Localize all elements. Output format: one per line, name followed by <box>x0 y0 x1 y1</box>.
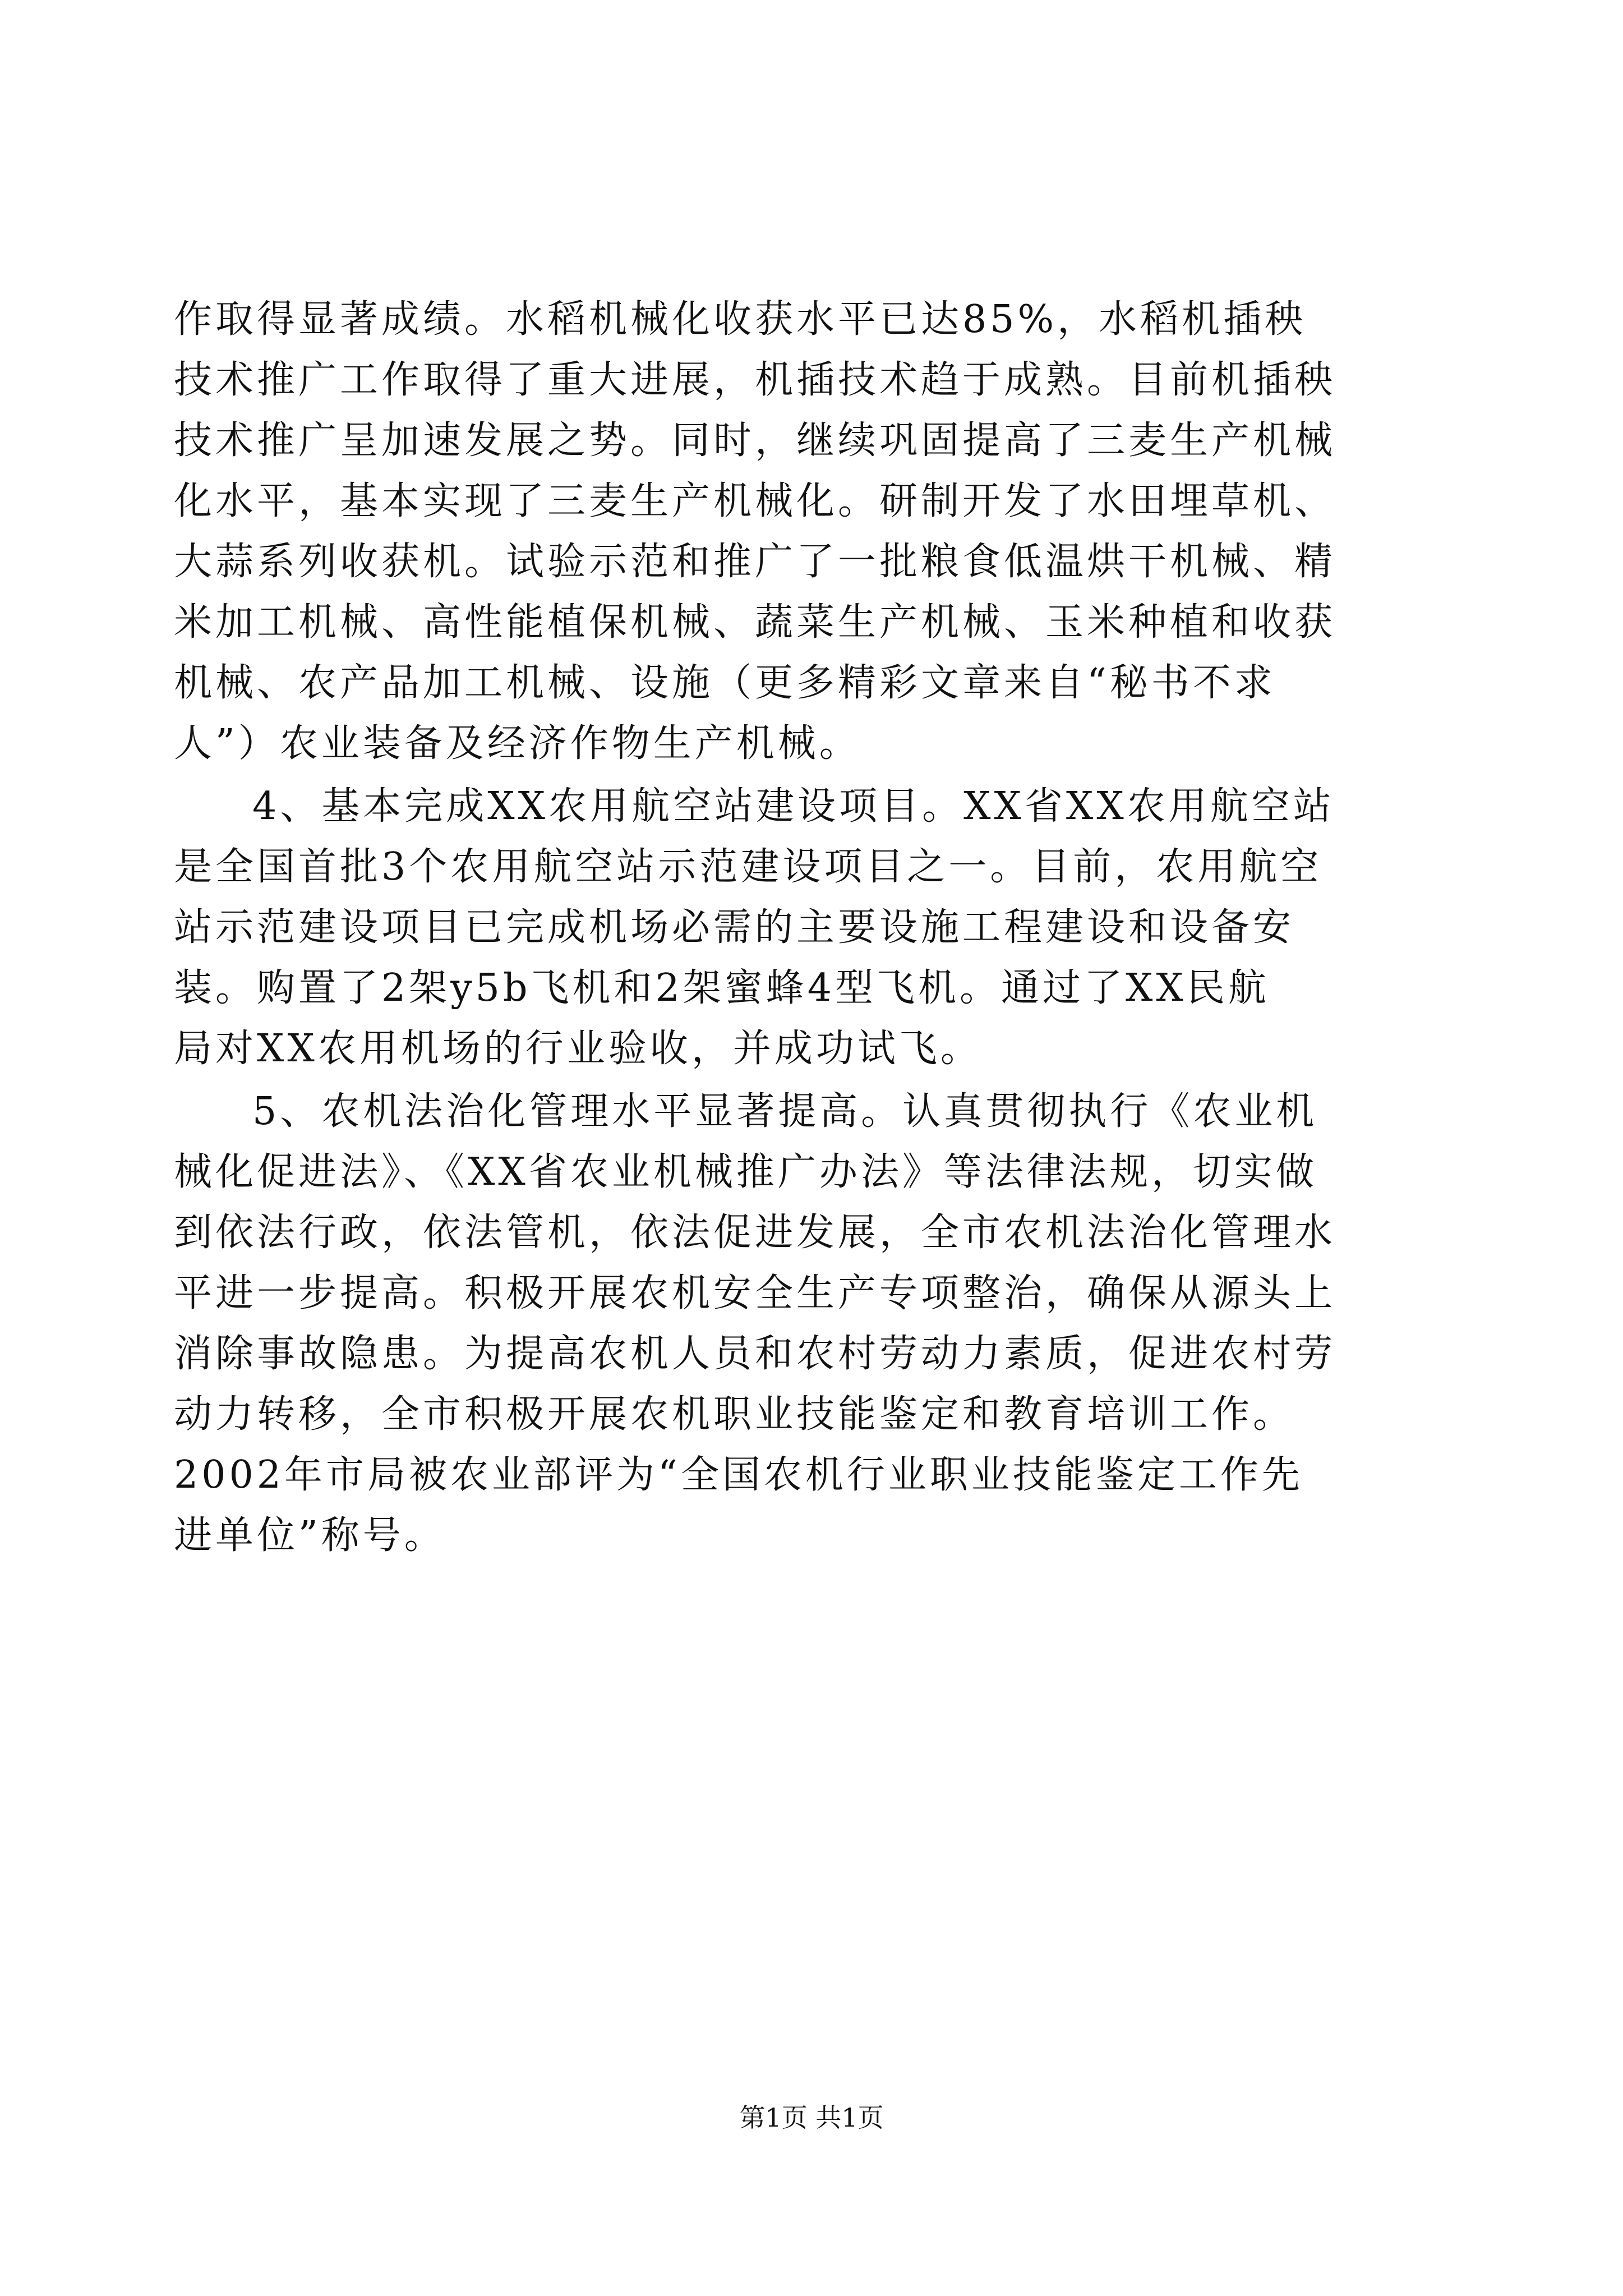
paragraph-2-line-3: 站示范建设项目已完成机场必需的主要设施工程建设和设备安 <box>174 905 1295 950</box>
page-number-footer: 第1页 共1页 <box>739 2102 884 2133</box>
paragraph-1-line-1: 作取得显著成绩。水稻机械化收获水平已达85%，水稻机插秧 <box>174 297 1307 342</box>
paragraph-3-line-1: 5、农机法治化管理水平显著提高。认真贯彻执行《农业机 <box>252 1089 1318 1134</box>
paragraph-1-line-3: 技术推广呈加速发展之势。同时，继续巩固提高了三麦生产机械 <box>174 418 1336 463</box>
paragraph-3-line-6: 动力转移，全市积极开展农机职业技能鉴定和教育培训工作。 <box>174 1392 1295 1437</box>
paragraph-1-line-5: 大蒜系列收获机。试验示范和推广了一批粮食低温烘干机械、精 <box>174 540 1336 584</box>
paragraph-3-line-3: 到依法行政，依法管机，依法促进发展，全市农机法治化管理水 <box>174 1211 1336 1255</box>
paragraph-2-line-2: 是全国首批3个农用航空站示范建设项目之一。目前，农用航空 <box>174 845 1322 889</box>
paragraph-3-line-5: 消除事故隐患。为提高农机人员和农村劳动力素质，促进农村劳 <box>174 1332 1336 1376</box>
paragraph-1-line-7: 机械、农产品加工机械、设施（更多精彩文章来自“秘书不求 <box>174 661 1276 705</box>
paragraph-3-line-8: 进单位”称号。 <box>174 1513 446 1558</box>
paragraph-1-line-4: 化水平，基本实现了三麦生产机械化。研制开发了水田埋草机、 <box>174 479 1336 523</box>
paragraph-2-line-1: 4、基本完成XX农用航空站建设项目。XX省XX农用航空站 <box>252 784 1335 829</box>
paragraph-1-line-6: 米加工机械、高性能植保机械、蔬菜生产机械、玉米种植和收获 <box>174 600 1336 645</box>
paragraph-3-line-7: 2002年市局被农业部评为“全国农机行业职业技能鉴定工作先 <box>174 1453 1303 1497</box>
paragraph-2-line-5: 局对XX农用机场的行业验收，并成功试飞。 <box>174 1027 982 1071</box>
paragraph-1-line-8: 人”）农业装备及经济作物生产机械。 <box>174 721 861 766</box>
paragraph-2-line-4: 装。购置了2架y5b飞机和2架蜜蜂4型飞机。通过了XX民航 <box>174 966 1270 1010</box>
paragraph-3-line-4: 平进一步提高。积极开展农机安全生产专项整治，确保从源头上 <box>174 1271 1336 1315</box>
paragraph-1-line-2: 技术推广工作取得了重大进展，机插技术趋于成熟。目前机插秧 <box>174 358 1336 402</box>
paragraph-3-line-2: 械化促进法》、《XX省农业机械推广办法》等法律法规，切实做 <box>174 1150 1317 1194</box>
